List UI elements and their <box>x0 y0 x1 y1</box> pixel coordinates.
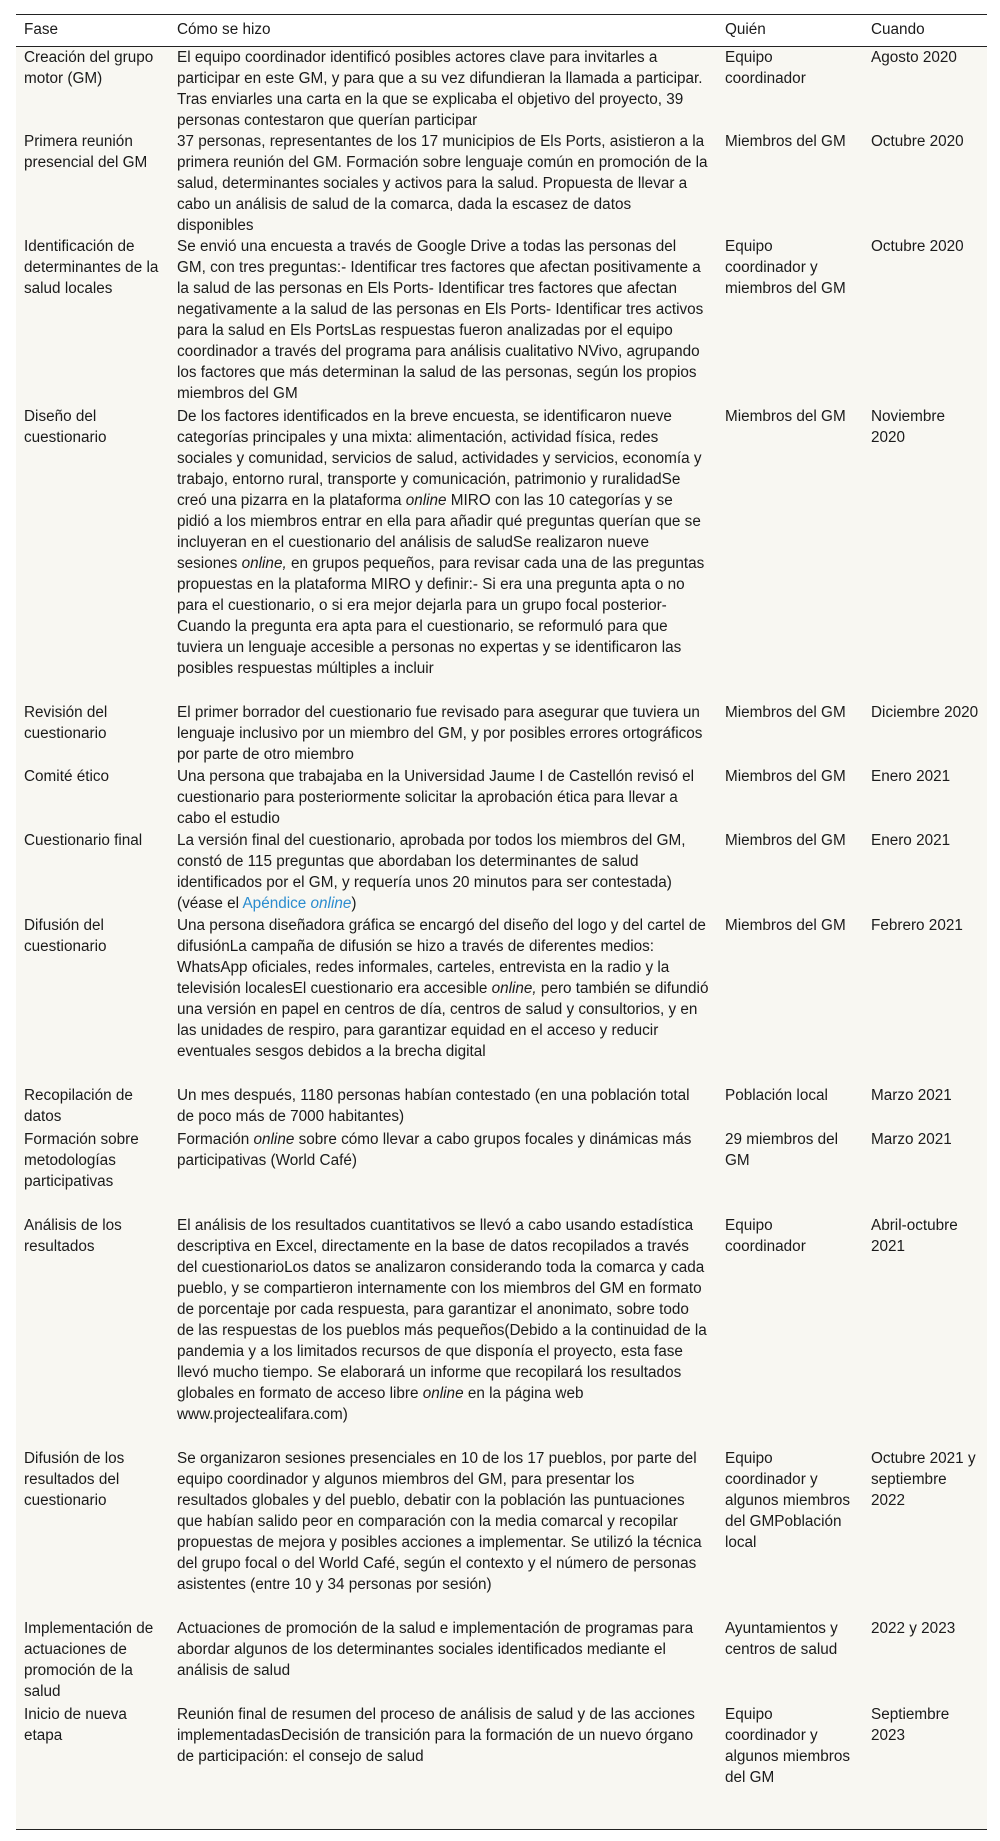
cell-cuando: 2022 y 2023 <box>871 1620 956 1637</box>
text-run: Una persona diseñadora gráfica se encargó del diseño del logo y del cartel de difusiónLa campaña de difusión se hizo a través de diferentes medios: WhatsApp oficiales, redes informales, carteles, entrevista en la radio y la televisión localesEl cuestionario era accesible <box>177 917 706 997</box>
text-run: El análisis de los resultados cuantitativos se llevó a cabo usando estadística descriptiva en Excel, directamente en la base de datos recopilados a través del cuestionarioLos datos se analizaron considerando toda la comarca y cada pueblo, y se compartieron internamente con los miembros del GM en formato de porcentaje por cada respuesta, para garantizar el anonimato, sobre todo de las respuestas de los pueblos más pequeños(Debido a la continuidad de la pandemia y a los limitados recursos de que disponía el proyecto, esta fase llevó mucho tiempo. Se elaborará un informe que recopilará los resultados globales en formato de acceso libre <box>177 1217 707 1402</box>
cell-quien: Miembros del GM <box>725 408 846 425</box>
table-row <box>16 1618 987 1704</box>
cell-cuando: Octubre 2020 <box>871 133 964 150</box>
process-table <box>16 15 987 1804</box>
cell-quien: Miembros del GM <box>725 768 846 785</box>
table-row <box>16 1129 987 1215</box>
table-row <box>16 236 987 406</box>
cell-como: Un mes después, 1180 personas habían contestado (en una población total de poco más de 7000 habitantes) <box>177 1087 690 1125</box>
cell-fase: Difusión de los resultados del cuestionario <box>24 1450 125 1509</box>
cell-fase: Creación del grupo motor (GM) <box>24 49 154 87</box>
cell-como <box>169 830 717 915</box>
cell-fase: Comité ético <box>24 768 110 785</box>
table-row <box>16 1704 987 1804</box>
cell-fase: Identificación de determinantes de la salud locales <box>24 238 159 297</box>
cell-cuando: Febrero 2021 <box>871 917 963 934</box>
cell-cuando: Enero 2021 <box>871 768 951 785</box>
cell-quien: Ayuntamientos y centros de salud <box>725 1620 838 1658</box>
text-run: sobre cómo llevar a cabo grupos focales y dinámicas más participativas (World Café) <box>177 1131 692 1169</box>
cell-quien: Miembros del GM <box>725 133 846 150</box>
header-quien: Quién <box>717 15 863 47</box>
table-row <box>16 915 987 1085</box>
cell-cuando: Octubre 2021 y septiembre 2022 <box>871 1450 976 1509</box>
table-row <box>16 1085 987 1129</box>
cell-quien: Equipo coordinador y miembros del GM <box>725 238 846 297</box>
table-row <box>16 131 987 236</box>
cell-como: Reunión final de resumen del proceso de análisis de salud y de las acciones implementadasDecisión de transición para la formación de un nuevo órgano de participación: el consejo de salud <box>177 1706 695 1765</box>
text-run-italic: online <box>405 492 447 509</box>
cell-cuando: Diciembre 2020 <box>871 704 979 721</box>
cell-quien: Miembros del GM <box>725 832 846 849</box>
text-run: pero también se difundió una versión en papel en centros de día, centros de salud y consultorios, y en las unidades de respiro, para garantizar equidad en el acceso y reducir eventuales sesgos debidos a la brecha digital <box>177 980 709 1060</box>
cell-fase: Implementación de actuaciones de promoción de la salud <box>24 1620 154 1700</box>
cell-fase: Difusión del cuestionario <box>24 917 107 955</box>
header-cuando: Cuando <box>863 15 987 47</box>
cell-fase: Primera reunión presencial del GM <box>24 133 148 171</box>
cell-como: El equipo coordinador identificó posibles actores clave para invitarles a participar en este GM, y para que a su vez difundieran la llamada a participar. Tras enviarles una carta en la que se explicaba el objetivo del proyecto, 39 personas contestaron que querían participar <box>177 49 703 129</box>
cell-fase: Recopilación de datos <box>24 1087 133 1125</box>
cell-fase: Inicio de nueva etapa <box>24 1706 127 1744</box>
cell-cuando: Abril-octubre 2021 <box>871 1217 958 1255</box>
cell-fase: Formación sobre metodologías participativas <box>24 1131 139 1190</box>
header-como: Cómo se hizo <box>169 15 717 47</box>
cell-cuando: Marzo 2021 <box>871 1087 952 1104</box>
table-row <box>16 830 987 915</box>
cell-como: Se envió una encuesta a través de Google Drive a todas las personas del GM, con tres preguntas:- Identificar tres factores que afectan positivamente a la salud de las personas en Els Ports- Identificar tres factores que afectan negativamente a la salud de las personas en Els Ports- Identificar tres activos para la salud en Els PortsLas respuestas fueron analizadas por el equipo coordinador a través del programa para análisis cualitativo NVivo, agrupando los factores que más determinan la salud de las personas, según los propios miembros del GM <box>177 238 704 402</box>
cell-fase: Revisión del cuestionario <box>24 704 108 742</box>
cell-como: Se organizaron sesiones presenciales en 10 de los 17 pueblos, por parte del equipo coordinador y algunos miembros del GM, para presentar los resultados globales y del pueblo, debatir con la población las puntuaciones que habían salido peor en comparación con la media comarcal y recopilar propuestas de mejora y posibles acciones a implementar. Se utilizó la técnica del grupo focal o del World Café, según el contexto y el número de personas asistentes (entre 10 y 34 personas por sesión) <box>177 1450 702 1593</box>
cell-como: 37 personas, representantes de los 17 municipios de Els Ports, asistieron a la primera reunión del GM. Formación sobre lenguaje común en promoción de la salud, determinantes sociales y activos para la salud. Propuesta de llevar a cabo un análisis de salud de la comarca, dada la escasez de datos disponibles <box>177 133 708 234</box>
cell-cuando: Octubre 2020 <box>871 238 964 255</box>
appendix-link[interactable]: Apéndice online <box>242 895 352 912</box>
table-row <box>16 47 987 132</box>
text-run: en la página web www.projectealifara.com) <box>177 1385 584 1423</box>
cell-quien: Equipo coordinador <box>725 49 806 87</box>
cell-fase: Cuestionario final <box>24 832 143 849</box>
text-run-italic: online <box>253 1131 295 1148</box>
cell-como <box>169 406 717 702</box>
cell-cuando: Marzo 2021 <box>871 1131 952 1148</box>
text-run: De los factores identificados en la breve encuesta, se identificaron nueve categorías principales y una mixta: alimentación, actividad física, redes sociales y comunidad, servicios de salud, actividades y servicios, economía y trabajo, entorno rural, transporte y comunicación, patrimonio y ruralidadSe creó una pizarra en la plataforma <box>177 408 702 509</box>
text-run: MIRO con las 10 categorías y se pidió a los miembros entrar en ella para añadir qué preguntas querían que se incluyeran en el cuestionario del análisis de saludSe realizaron nueve sesiones <box>177 492 701 572</box>
cell-quien: Miembros del GM <box>725 917 846 934</box>
cell-cuando: Noviembre 2020 <box>871 408 945 446</box>
table-row <box>16 702 987 766</box>
text-run-italic: online <box>422 1385 464 1402</box>
cell-como: El primer borrador del cuestionario fue revisado para asegurar que tuviera un lenguaje inclusivo por un miembro del GM, y por posibles errores ortográficos por parte de otro miembro <box>177 704 703 763</box>
cell-quien: Equipo coordinador y algunos miembros del GMPoblación local <box>725 1450 850 1551</box>
text-run-italic: online, <box>491 980 537 997</box>
cell-quien: Miembros del GM <box>725 704 846 721</box>
cell-como <box>169 915 717 1085</box>
header-fase: Fase <box>16 15 169 47</box>
cell-cuando: Enero 2021 <box>871 832 951 849</box>
cell-como <box>169 1129 717 1215</box>
cell-quien: Equipo coordinador <box>725 1217 806 1255</box>
text-run: Formación <box>177 1131 254 1148</box>
cell-fase: Análisis de los resultados <box>24 1217 122 1255</box>
table-row <box>16 1448 987 1618</box>
table-row <box>16 406 987 702</box>
text-run: La versión final del cuestionario, aprobada por todos los miembros del GM, constó de 115 preguntas que abordaban los determinantes de salud identificados por el GM, y requería unos 20 minutos para ser contestada) (véase el <box>177 832 686 912</box>
process-table-container <box>16 14 987 1830</box>
cell-quien: Población local <box>725 1087 828 1104</box>
text-run: en grupos pequeños, para revisar cada una de las preguntas propuestas en la plataforma MIRO y definir:- Si era una pregunta apta o no para el cuestionario, o si era mejor dejarla para un grupo focal posterior-Cuando la pregunta era apta para el cuestionario, se reformuló para que tuviera un lenguaje accesible a personas no expertas y se identificaron las posibles respuestas múltiples a incluir <box>177 555 705 677</box>
text-run: ) <box>351 895 357 912</box>
cell-cuando: Septiembre 2023 <box>871 1706 950 1744</box>
cell-fase: Diseño del cuestionario <box>24 408 107 446</box>
cell-quien: 29 miembros del GM <box>725 1131 839 1169</box>
cell-como: Actuaciones de promoción de la salud e implementación de programas para abordar algunos de los determinantes sociales identificados mediante el análisis de salud <box>177 1620 694 1679</box>
table-row <box>16 1215 987 1448</box>
table-header-row <box>16 15 987 47</box>
text-run-italic: online, <box>241 555 287 572</box>
cell-cuando: Agosto 2020 <box>871 49 957 66</box>
cell-como: Una persona que trabajaba en la Universidad Jaume I de Castellón revisó el cuestionario para posteriormente solicitar la aprobación ética para llevar a cabo el estudio <box>177 768 695 827</box>
cell-quien: Equipo coordinador y algunos miembros del GM <box>725 1706 850 1786</box>
cell-como <box>169 1215 717 1448</box>
table-row <box>16 766 987 830</box>
